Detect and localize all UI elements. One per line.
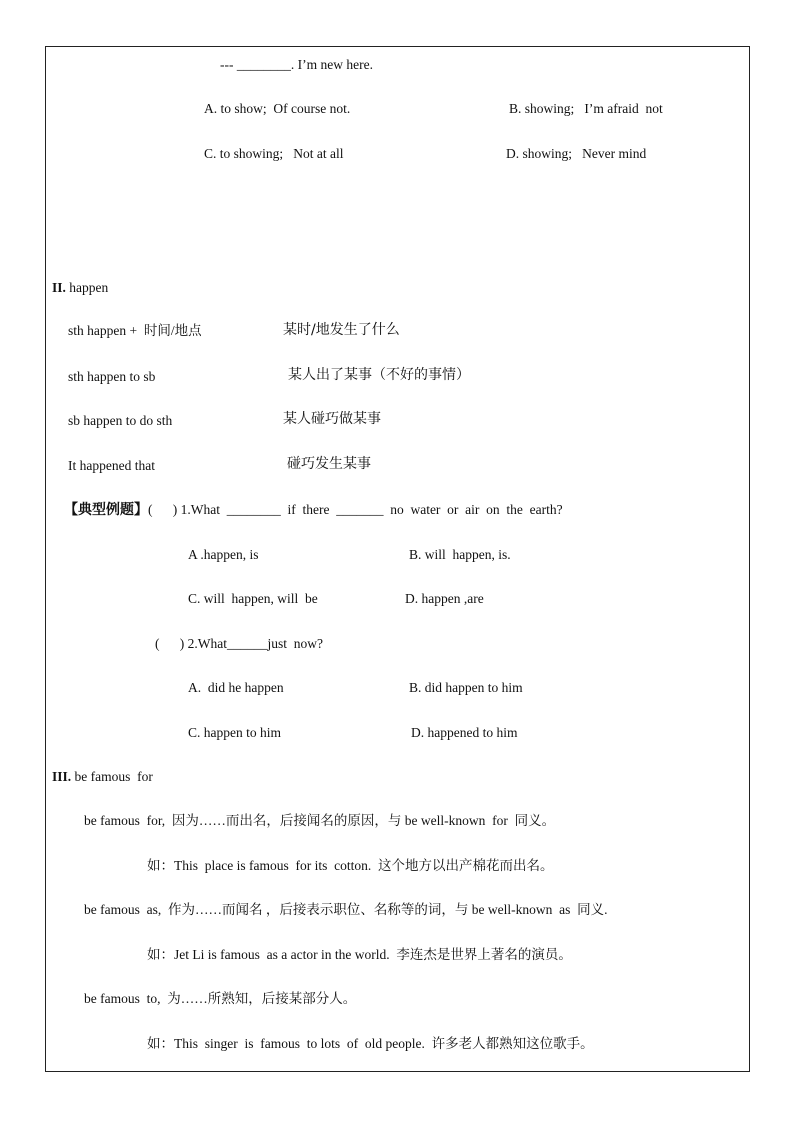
usage-pattern: sb happen to do sth (68, 413, 173, 428)
section-title: be famous for (71, 769, 153, 784)
option-b: B. showing; I’m afraid not (509, 101, 663, 116)
q1-option-b: B. will happen, is. (409, 547, 511, 562)
option-d: D. showing; Never mind (506, 146, 647, 161)
example-famous-as: 如：Jet Li is famous as a actor in the world. 李连杰是世界上著名的演员。 (147, 947, 572, 962)
usage-meaning: 某时/地发生了什么 (283, 322, 400, 338)
example-question-1 (64, 502, 563, 518)
q1-option-c: C. will happen, will be (188, 591, 318, 606)
explanation-famous-as: be famous as, 作为……而闻名 ，后接表示职位、名称等的词，与 be well-known as 同义. (84, 902, 608, 917)
example-famous-for: 如：This place is famous for its cotton. 这个地方以出产棉花而出名。 (147, 858, 554, 873)
q2-option-a: A. did he happen (188, 680, 284, 695)
usage-meaning: 某人碰巧做某事 (283, 411, 381, 427)
usage-pattern: It happened that (68, 458, 155, 473)
explanation-famous-to: be famous to, 为……所熟知，后接某部分人。 (84, 991, 357, 1006)
q2-option-b: B. did happen to him (409, 680, 523, 695)
document-frame (45, 46, 750, 1072)
usage-meaning: 碰巧发生某事 (287, 456, 371, 472)
example-famous-to: 如：This singer is famous to lots of old people. 许多老人都熟知这位歌手。 (147, 1036, 594, 1051)
section-heading-famous (52, 769, 153, 785)
option-c: C. to showing; Not at all (204, 146, 344, 161)
q2-option-d: D. happened to him (411, 725, 518, 740)
usage-meaning: 某人出了某事（不好的事情） (288, 367, 470, 383)
question-stem: --- ________. I’m new here. (220, 57, 373, 72)
section-title: happen (65, 280, 109, 295)
q1-option-d: D. happen ,are (405, 591, 484, 606)
question-2-stem: ( ) 2.What______just now? (155, 636, 323, 651)
option-a: A. to show; Of course not. (204, 101, 351, 116)
q2-option-c: C. happen to him (188, 725, 281, 740)
section-heading-happen (52, 280, 108, 296)
question-1-stem: ( ) 1.What ________ if there _______ no water or air on the earth? (148, 502, 563, 517)
section-number: III. (52, 769, 72, 784)
usage-pattern: sth happen to sb (68, 369, 156, 384)
q1-option-a: A .happen, is (188, 547, 259, 562)
section-number: II. (52, 280, 66, 295)
usage-pattern: sth happen + 时间/地点 (68, 323, 202, 338)
example-label: 【典型例题】 (64, 502, 148, 518)
explanation-famous-for: be famous for, 因为……而出名，后接闻名的原因，与 be well-known for 同义。 (84, 813, 556, 828)
